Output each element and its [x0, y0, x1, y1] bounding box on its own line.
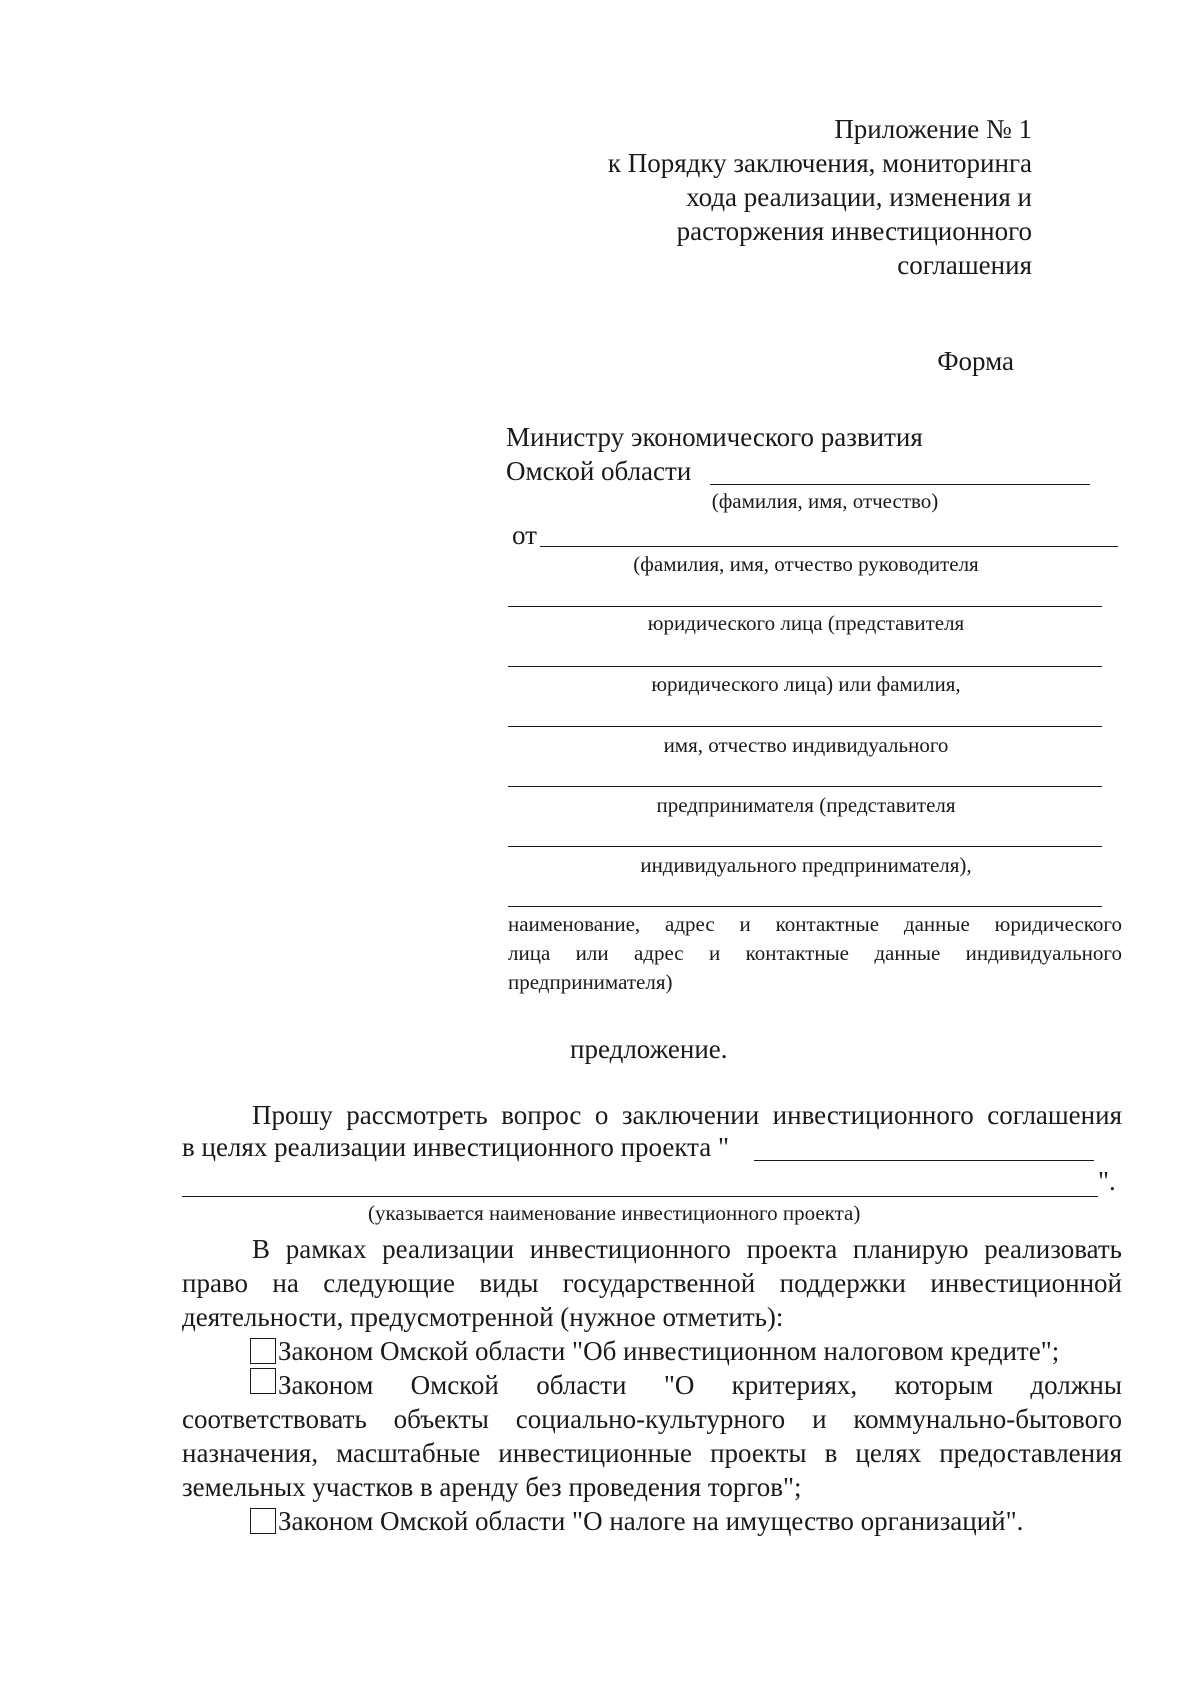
- addressee-line: Министру экономического развития: [506, 422, 923, 452]
- law-option-label: Законом Омской области "Об инвестиционном налоговом кредите";: [278, 1336, 1060, 1366]
- applicant-field[interactable]: [508, 846, 1102, 847]
- law-option-tax-credit: [250, 1334, 1059, 1368]
- applicant-hint: индивидуального предпринимателя),: [640, 853, 972, 877]
- applicant-hint: имя, отчество индивидуального: [663, 733, 949, 757]
- support-text-line: В рамках реализации инвестиционного проекта планирую реализовать: [252, 1234, 1122, 1264]
- applicant-field[interactable]: [508, 726, 1102, 727]
- from-label: от: [512, 520, 537, 550]
- form-label: Форма: [937, 346, 1014, 376]
- applicant-hint: юридического лица) или фамилия,: [651, 672, 961, 696]
- contact-note-line: предпринимателя): [508, 970, 673, 994]
- law-option-continuation: соответствовать объекты социально-культурного и коммунально-бытового: [182, 1404, 1122, 1434]
- criteria-checkbox[interactable]: [250, 1368, 276, 1394]
- appendix-line: расторжения инвестиционного: [676, 216, 1032, 246]
- law-option-continuation: назначения, масштабные инвестиционные проекты в целях предоставления: [182, 1438, 1122, 1468]
- minister-name-hint: (фамилия, имя, отчество): [711, 489, 939, 513]
- law-option-label: Законом Омской области "О налоге на имущество организаций".: [278, 1506, 1024, 1536]
- law-option-property-tax: [250, 1504, 1023, 1538]
- document-title: предложение.: [570, 1034, 728, 1064]
- applicant-hint: (фамилия, имя, отчество руководителя: [633, 552, 979, 576]
- support-text-line: право на следующие виды государственной поддержки инвестиционной: [182, 1268, 1122, 1298]
- minister-name-field[interactable]: [710, 484, 1090, 485]
- applicant-hint: юридического лица (представителя: [647, 611, 965, 635]
- applicant-field[interactable]: [508, 786, 1102, 787]
- applicant-field[interactable]: [508, 666, 1102, 667]
- appendix-number: Приложение № 1: [834, 114, 1032, 144]
- applicant-hint: предпринимателя (представителя: [656, 793, 956, 817]
- appendix-line: соглашения: [897, 250, 1032, 280]
- property-tax-checkbox[interactable]: [250, 1508, 276, 1534]
- law-option-criteria: [250, 1368, 1122, 1402]
- project-name-hint: (указывается наименование инвестиционного проекта): [368, 1201, 861, 1225]
- quote-end: ".: [1098, 1166, 1116, 1196]
- tax-credit-checkbox[interactable]: [250, 1338, 276, 1364]
- applicant-field[interactable]: [540, 546, 1118, 547]
- request-text-line: в целях реализации инвестиционного проекта ": [182, 1132, 730, 1162]
- applicant-field[interactable]: [508, 606, 1102, 607]
- addressee-line: Омской области: [506, 456, 692, 486]
- appendix-line: хода реализации, изменения и: [686, 182, 1032, 212]
- law-option-continuation: земельных участков в аренду без проведения торгов";: [182, 1472, 802, 1502]
- contact-note-line: лица или адрес и контактные данные индивидуального: [508, 941, 1122, 965]
- project-name-field[interactable]: [182, 1196, 1098, 1197]
- contact-note-line: наименование, адрес и контактные данные юридического: [508, 912, 1122, 936]
- request-text-line: Прошу рассмотреть вопрос о заключении инвестиционного соглашения: [252, 1100, 1122, 1130]
- project-name-field[interactable]: [754, 1160, 1094, 1161]
- appendix-line: к Порядку заключения, мониторинга: [607, 148, 1032, 178]
- support-text-line: деятельности, предусмотренной (нужное отметить):: [182, 1302, 784, 1332]
- law-option-label: Законом Омской области "О критериях, которым должны: [278, 1370, 1122, 1400]
- applicant-field[interactable]: [508, 906, 1102, 907]
